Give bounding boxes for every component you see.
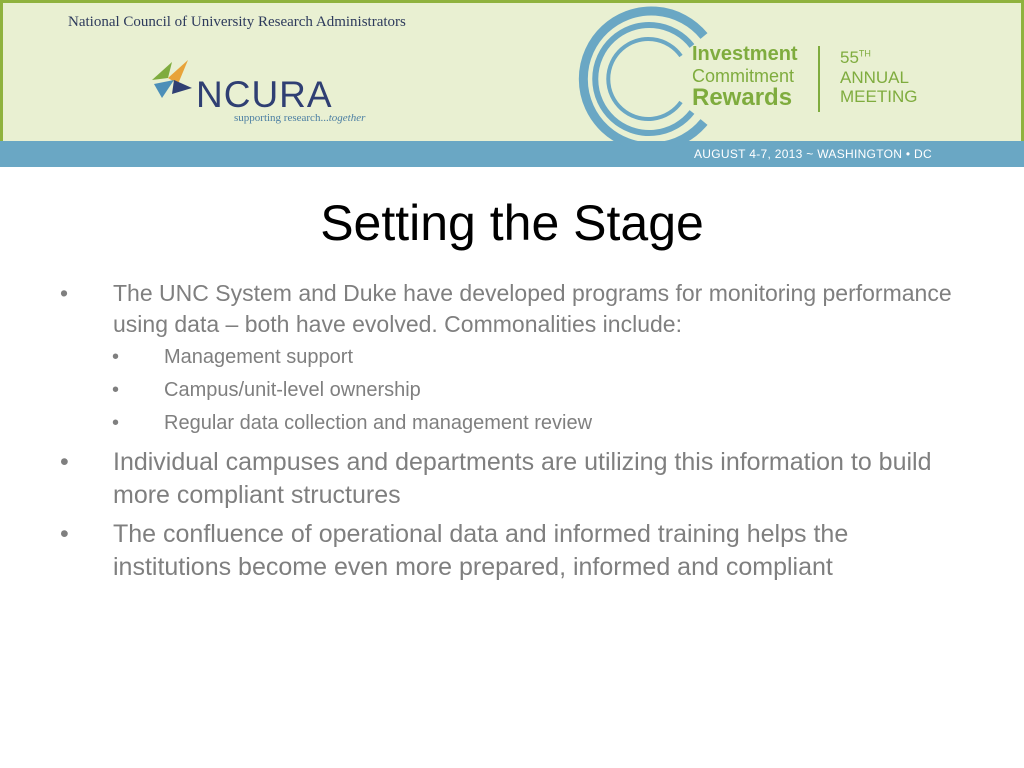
annual-meeting-label: 55TH ANNUAL MEETING — [840, 48, 918, 107]
date-location: AUGUST 4-7, 2013 ~ WASHINGTON • DC — [694, 147, 932, 161]
ncura-logo-icon — [148, 54, 196, 102]
ncura-logo-text: NCURA — [196, 74, 333, 115]
theme-rewards: Rewards — [692, 84, 793, 111]
bullet-icon: • — [112, 379, 120, 401]
theme-investment: Investment — [692, 43, 798, 65]
sub-bullet-item: • Management support — [112, 346, 354, 368]
bullet-list — [60, 278, 970, 590]
slide-title: Setting the Stage — [320, 195, 704, 251]
bullet-icon: • — [112, 346, 120, 368]
bullet-item: • The UNC System and Duke have developed programs for monitoring performance using data – both have evolved. Commonalities include: — [60, 280, 952, 337]
org-name: National Council of University Research Administrators — [68, 14, 406, 30]
theme-commitment: Commitment — [692, 66, 795, 86]
bullet-item: • Individual campuses and departments are utilizing this information to build more compliant structures — [60, 448, 932, 509]
sub-bullet-item: • Regular data collection and management review — [112, 412, 593, 434]
bullet-icon: • — [60, 520, 69, 548]
bullet-icon: • — [60, 280, 69, 306]
header-divider — [818, 46, 820, 112]
bullet-icon: • — [112, 412, 120, 434]
meeting-theme — [692, 44, 798, 110]
ncura-tagline: supporting research...together — [234, 112, 366, 124]
bullet-item: • The confluence of operational data and informed training helps the institutions become even more prepared, informed and compliant — [60, 520, 849, 581]
sub-bullet-item: • Campus/unit-level ownership — [112, 379, 421, 401]
bullet-icon: • — [60, 448, 69, 476]
